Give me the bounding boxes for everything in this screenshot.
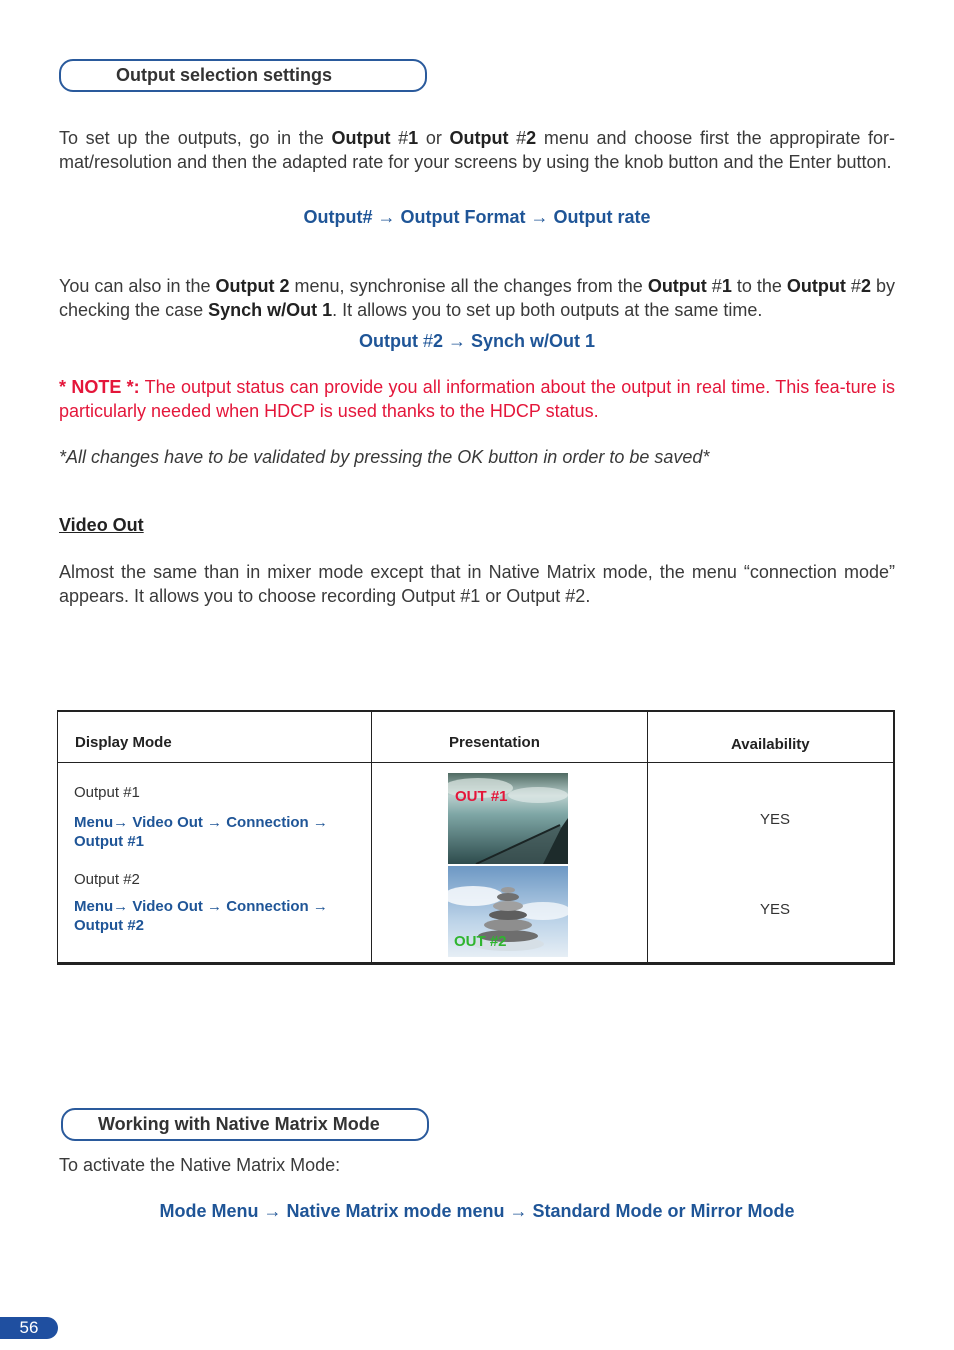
thumbnail-out2-label: OUT #2 [454, 933, 507, 950]
menu-path-synch: Output #2 → Synch w/Out 1 [358, 331, 596, 351]
row2-menu-path: Menu→ Video Out → Connection → Output #2 [74, 898, 328, 934]
note-paragraph: * NOTE *: The output status can provide you all information about the output in real time. This fea-ture is particularly needed when HDCP is used thanks to the HDCP status. [59, 377, 895, 421]
video-out-heading: Video Out [59, 515, 144, 535]
row1-mode: Output #1 [74, 784, 140, 801]
header-display-mode: Display Mode [75, 734, 172, 751]
menu-path-native-matrix: Mode Menu → Native Matrix mode menu → Standard Mode or Mirror Mode [159, 1201, 795, 1221]
section-title-output-selection [59, 59, 427, 92]
row1-availability: YES [760, 811, 791, 828]
thumbnail-out1 [448, 773, 568, 864]
menu-path-output-format: Output# → Output Format → Output rate [303, 207, 651, 227]
header-presentation: Presentation [449, 734, 540, 751]
validation-note: *All changes have to be validated by pressing the OK button in order to be saved* [59, 447, 710, 467]
native-matrix-intro: To activate the Native Matrix Mode: [59, 1155, 341, 1175]
section-title-text: Working with Native Matrix Mode [98, 1114, 380, 1134]
video-out-paragraph: Almost the same than in mixer mode except that in Native Matrix mode, the menu “connection mode” appears. It allows you to choose recording Output #1 or Output #2. [59, 562, 895, 606]
header-availability: Availability [731, 736, 810, 753]
row2-mode: Output #2 [74, 871, 140, 888]
paragraph-synchronise: You can also in the Output 2 menu, synchronise all the changes from the Output #1 to the Output #2 by checking the case Synch w/Out 1. It allows you to set up both outputs at the same time. [59, 276, 895, 320]
row2-availability: YES [760, 901, 791, 918]
page-number: 56 [0, 1317, 58, 1339]
section-title-native-matrix [61, 1108, 429, 1141]
paragraph-output-setup: To set up the outputs, go in the Output #1 or Output #2 menu and choose first the appropirate for-mat/resolution and then the adapted rate for your screens by using the knob button and the Enter button. [59, 128, 896, 172]
thumbnail-out1-label: OUT #1 [455, 788, 508, 805]
section-title-text: Output selection settings [116, 65, 333, 85]
connection-table [57, 710, 895, 966]
row1-menu-path: Menu→ Video Out → Connection → Output #1 [74, 814, 328, 850]
